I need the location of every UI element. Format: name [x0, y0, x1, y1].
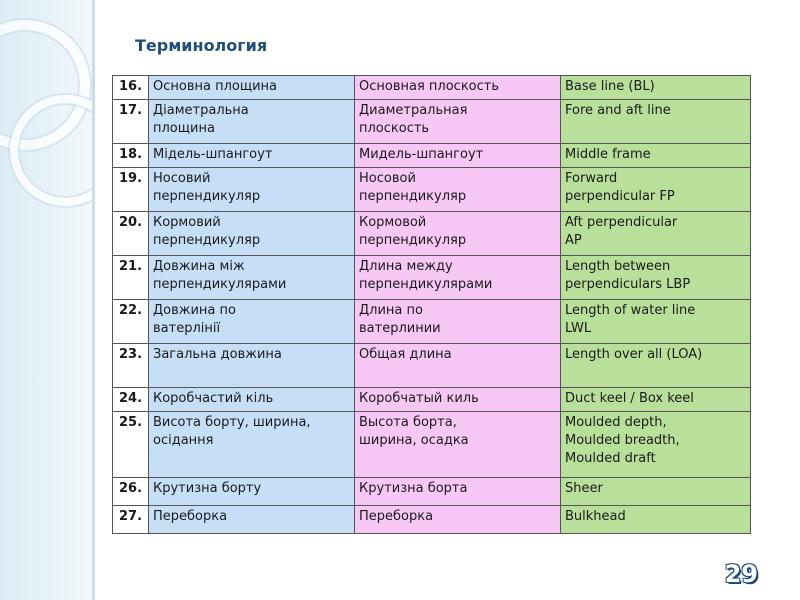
page-number: 29	[724, 560, 758, 588]
term-russian: Длина по ватерлинии	[355, 300, 561, 344]
term-english: Middle frame	[561, 144, 751, 168]
table-row	[113, 344, 751, 388]
term-ukrainian: Довжина по ватерлінії	[149, 300, 355, 344]
table-row	[113, 144, 751, 168]
terminology-table	[112, 75, 751, 534]
term-english: Duct keel / Box keel	[561, 388, 751, 412]
term-russian: Крутизна борта	[355, 478, 561, 506]
term-ukrainian: Діаметральна площина	[149, 100, 355, 144]
term-english: Bulkhead	[561, 506, 751, 534]
term-ukrainian: Переборка	[149, 506, 355, 534]
term-ukrainian: Загальна довжина	[149, 344, 355, 388]
term-english: Aft perpendicular AP	[561, 212, 751, 256]
table-row	[113, 256, 751, 300]
term-ukrainian: Носовий перпендикуляр	[149, 168, 355, 212]
term-ukrainian: Висота борту, ширина, осідання	[149, 412, 355, 478]
term-english: Length between perpendiculars LBP	[561, 256, 751, 300]
term-ukrainian: Крутизна борту	[149, 478, 355, 506]
term-english: Moulded depth, Moulded breadth, Moulded draft	[561, 412, 751, 478]
term-ukrainian: Мідель-шпангоут	[149, 144, 355, 168]
table-row	[113, 388, 751, 412]
term-ukrainian: Довжина між перпендикулярами	[149, 256, 355, 300]
table-row	[113, 76, 751, 100]
row-number: 20.	[113, 212, 149, 256]
table-row	[113, 212, 751, 256]
row-number: 19.	[113, 168, 149, 212]
row-number: 18.	[113, 144, 149, 168]
row-number: 24.	[113, 388, 149, 412]
row-number: 21.	[113, 256, 149, 300]
decorative-stripe	[92, 0, 95, 600]
row-number: 16.	[113, 76, 149, 100]
table-row	[113, 300, 751, 344]
table-row	[113, 506, 751, 534]
row-number: 23.	[113, 344, 149, 388]
term-russian: Общая длина	[355, 344, 561, 388]
row-number: 22.	[113, 300, 149, 344]
row-number: 25.	[113, 412, 149, 478]
term-russian: Мидель-шпангоут	[355, 144, 561, 168]
term-ukrainian: Основна площина	[149, 76, 355, 100]
row-number: 17.	[113, 100, 149, 144]
table-row	[113, 478, 751, 506]
term-english: Length of water line LWL	[561, 300, 751, 344]
decorative-side-band	[0, 0, 95, 600]
row-number: 26.	[113, 478, 149, 506]
term-english: Forward perpendicular FP	[561, 168, 751, 212]
term-russian: Переборка	[355, 506, 561, 534]
term-ukrainian: Коробчастий кіль	[149, 388, 355, 412]
term-russian: Коробчатый киль	[355, 388, 561, 412]
page-title: Терминология	[135, 36, 268, 55]
term-english: Sheer	[561, 478, 751, 506]
term-english: Fore and aft line	[561, 100, 751, 144]
row-number: 27.	[113, 506, 149, 534]
term-russian: Основная плоскость	[355, 76, 561, 100]
term-english: Base line (BL)	[561, 76, 751, 100]
term-russian: Кормовой перпендикуляр	[355, 212, 561, 256]
table-row	[113, 412, 751, 478]
term-russian: Длина между перпендикулярами	[355, 256, 561, 300]
term-ukrainian: Кормовий перпендикуляр	[149, 212, 355, 256]
term-russian: Высота борта, ширина, осадка	[355, 412, 561, 478]
term-russian: Диаметральная плоскость	[355, 100, 561, 144]
term-english: Length over all (LOA)	[561, 344, 751, 388]
term-russian: Носовой перпендикуляр	[355, 168, 561, 212]
table-row	[113, 168, 751, 212]
table-row	[113, 100, 751, 144]
